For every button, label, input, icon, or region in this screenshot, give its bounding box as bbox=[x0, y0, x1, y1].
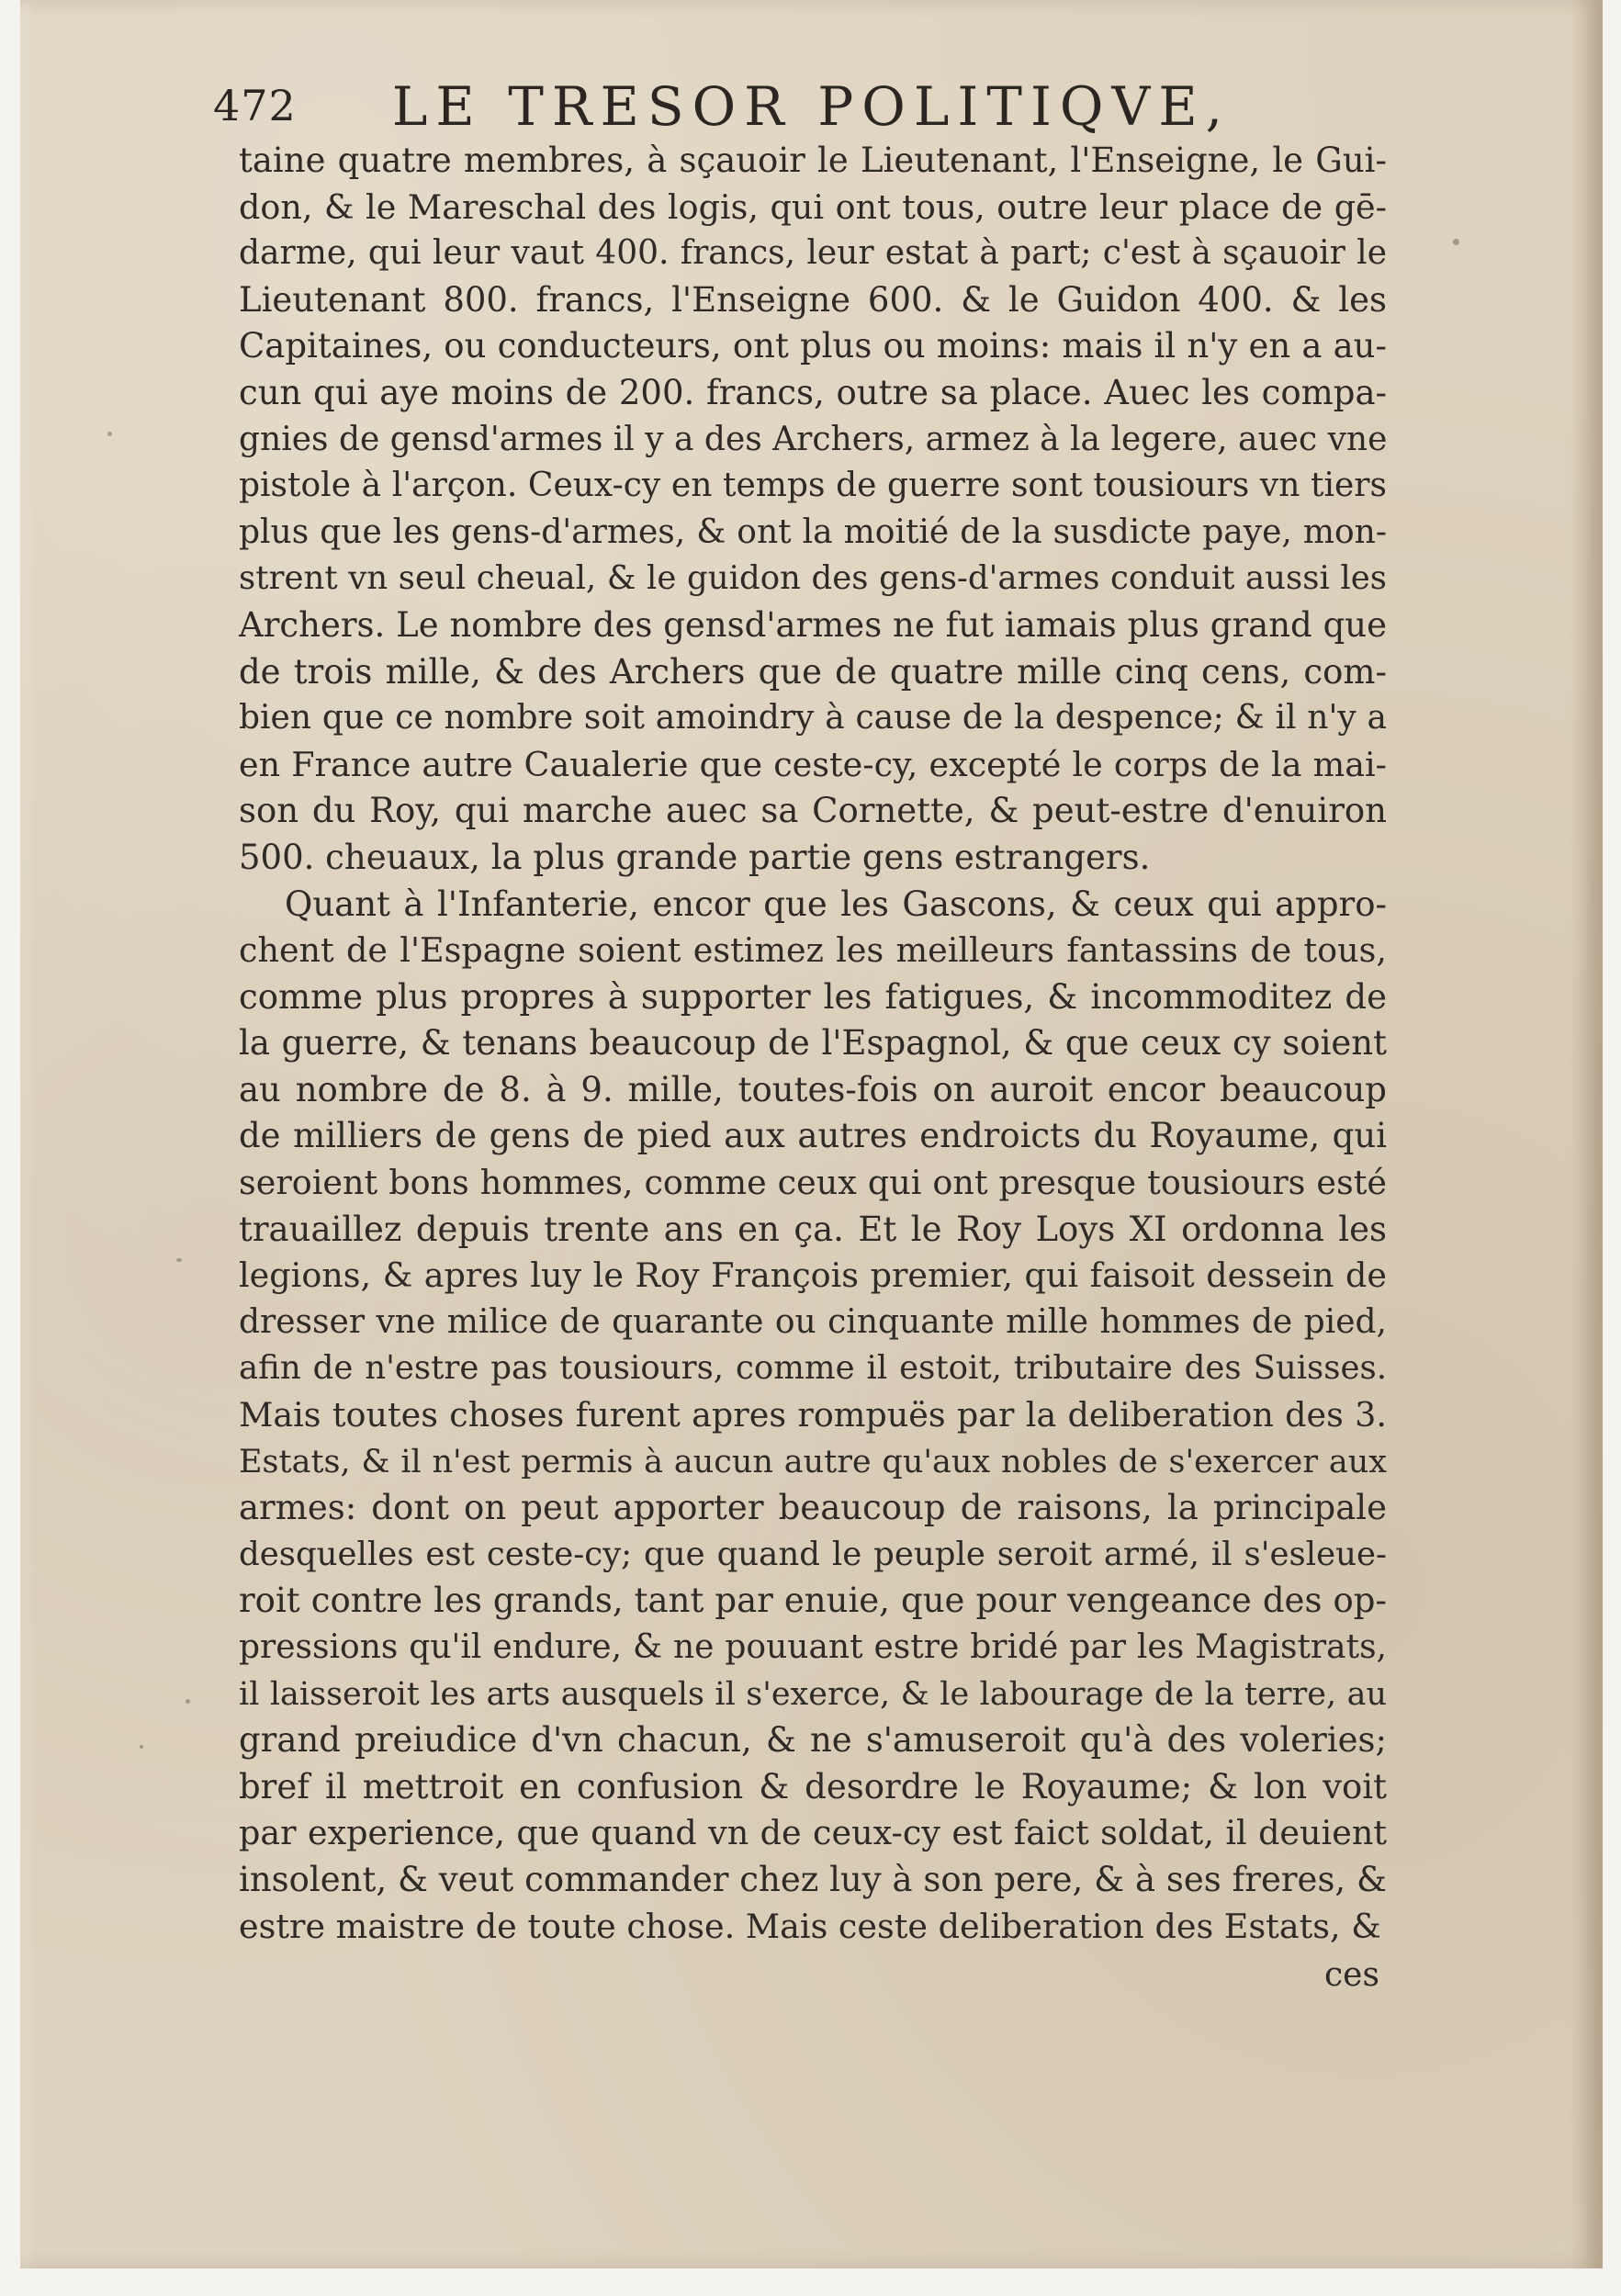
text-line: seroient bons hommes, comme ceux qui ont presque tousiours esté bbox=[239, 1163, 1387, 1203]
paper-speck bbox=[1453, 239, 1459, 245]
text-line: Quant à l'Infanterie, encor que les Gascons, & ceux qui appro- bbox=[285, 884, 1387, 924]
text-line: Estats, & il n'est permis à aucun autre qu'aux nobles de s'exercer aux bbox=[239, 1443, 1387, 1480]
text-line: 500. cheuaux, la plus grande partie gens estrangers. bbox=[239, 837, 1151, 877]
text-line: par experience, que quand vn de ceux-cy est faict soldat, il deuient bbox=[239, 1813, 1387, 1853]
text-line: comme plus propres à supporter les fatigues, & incommoditez de bbox=[239, 976, 1387, 1017]
text-line: pistole à l'arçon. Ceux-cy en temps de guerre sont tousiours vn tiers bbox=[239, 467, 1387, 505]
text-line: darme, qui leur vaut 400. francs, leur estat à part; c'est à sçauoir le bbox=[239, 234, 1387, 273]
paper-speck bbox=[140, 1745, 143, 1749]
text-line: Archers. Le nombre des gensd'armes ne fut iamais plus grand que bbox=[239, 604, 1387, 645]
text-line: gnies de gensd'armes il y a des Archers, armez à la legere, auec vne bbox=[239, 420, 1387, 458]
catchword: ces bbox=[1324, 1956, 1379, 1994]
text-line: dresser vne milice de quarante ou cinquante mille hommes de pied, bbox=[239, 1302, 1387, 1341]
text-line: insolent, & veut commander chez luy à son pere, & à ses freres, & bbox=[239, 1859, 1387, 1899]
text-line: estre maistre de toute chose. Mais ceste deliberation des Estats, & bbox=[239, 1906, 1381, 1946]
paper-speck bbox=[107, 432, 112, 436]
text-line: Lieutenant 800. francs, l'Enseigne 600. & le Guidon 400. & les bbox=[239, 279, 1387, 320]
paper-speck bbox=[186, 1699, 190, 1704]
text-line: don, & le Mareschal des logis, qui ont tous, outre leur place de gē- bbox=[239, 186, 1387, 227]
text-line: Mais toutes choses furent apres rompuës par la deliberation des 3. bbox=[239, 1395, 1387, 1435]
text-line: trauaillez depuis trente ans en ça. Et le Roy Loys XI ordonna les bbox=[239, 1209, 1387, 1249]
running-title: LE TRESOR POLITIQVE, bbox=[391, 75, 1232, 138]
page-gutter-shadow bbox=[1570, 0, 1603, 2268]
text-line: chent de l'Espagne soient estimez les meilleurs fantassins de tous, bbox=[239, 930, 1387, 971]
text-line: il laisseroit les arts ausquels il s'exerce, & le labourage de la terre, au bbox=[239, 1675, 1387, 1713]
text-line: de milliers de gens de pied aux autres endroicts du Royaume, qui bbox=[239, 1116, 1387, 1156]
text-line: bref il mettroit en confusion & desordre le Royaume; & lon voit bbox=[239, 1766, 1387, 1806]
text-line: en France autre Caualerie que ceste-cy, excepté le corps de la mai- bbox=[239, 744, 1387, 784]
text-line: roit contre les grands, tant par enuie, que pour vengeance des op- bbox=[239, 1581, 1387, 1621]
text-line: son du Roy, qui marche auec sa Cornette, & peut-estre d'enuiron bbox=[239, 791, 1387, 831]
text-line: strent vn seul cheual, & le guidon des gens-d'armes conduit aussi les bbox=[239, 559, 1387, 598]
text-line: legions, & apres luy le Roy François premier, qui faisoit dessein de bbox=[239, 1255, 1387, 1296]
text-line: la guerre, & tenans beaucoup de l'Espagnol, & que ceux cy soient bbox=[239, 1023, 1387, 1064]
text-line: desquelles est ceste-cy; que quand le peuple seroit armé, il s'esleue- bbox=[239, 1535, 1387, 1573]
text-line: armes: dont on peut apporter beaucoup de raisons, la principale bbox=[239, 1488, 1387, 1528]
text-line: au nombre de 8. à 9. mille, toutes-fois on auroit encor beaucoup bbox=[239, 1069, 1387, 1109]
text-line: cun qui aye moins de 200. francs, outre sa place. Auec les compa- bbox=[239, 372, 1387, 412]
text-line: Capitaines, ou conducteurs, ont plus ou moins: mais il n'y en a au- bbox=[239, 326, 1387, 366]
text-line: pressions qu'il endure, & ne pouuant estre bridé par les Magistrats, bbox=[239, 1628, 1387, 1666]
book-page bbox=[20, 0, 1603, 2268]
paper-speck bbox=[176, 1258, 182, 1262]
text-line: afin de n'estre pas tousiours, comme il estoit, tributaire des Suisses. bbox=[239, 1349, 1387, 1388]
text-line: bien que ce nombre soit amoindry à cause de la despence; & il n'y a bbox=[239, 699, 1387, 737]
text-line: de trois mille, & des Archers que de quatre mille cinq cens, com- bbox=[239, 651, 1387, 692]
text-line: plus que les gens-d'armes, & ont la moitié de la susdicte paye, mon- bbox=[239, 512, 1387, 551]
text-line: grand preiudice d'vn chacun, & ne s'amuseroit qu'à des voleries; bbox=[239, 1720, 1387, 1761]
body-text bbox=[239, 138, 1387, 1950]
page-number: 472 bbox=[213, 81, 297, 130]
text-line: taine quatre membres, à sçauoir le Lieutenant, l'Enseigne, le Gui- bbox=[239, 141, 1387, 180]
